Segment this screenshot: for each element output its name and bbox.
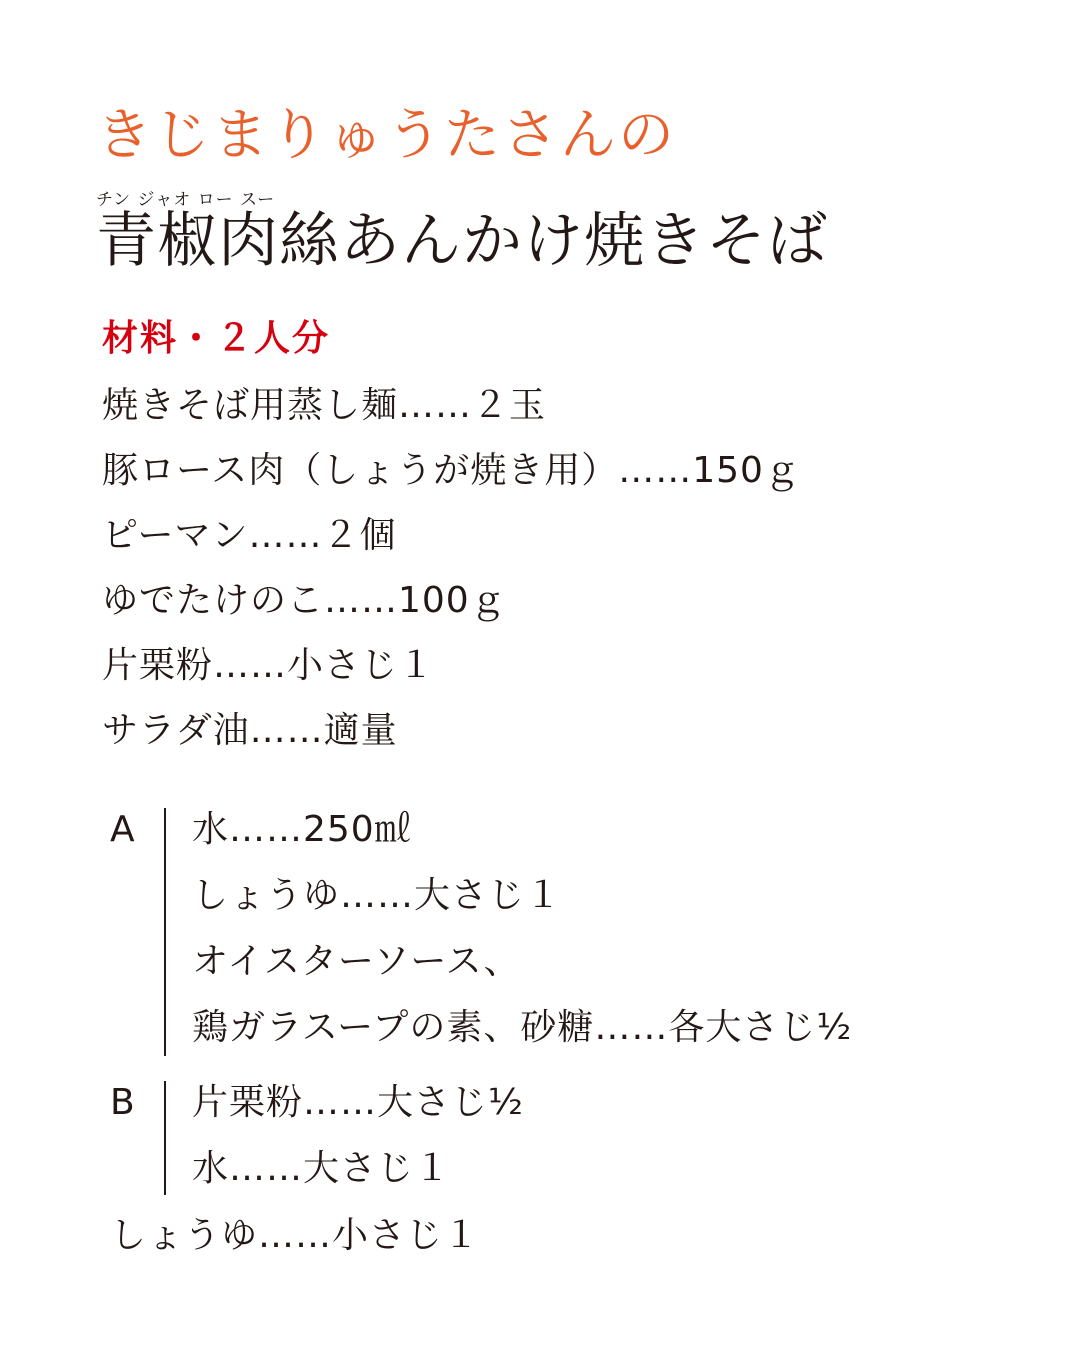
ingredient-item: 豚ロース肉（しょうが焼き用）……150ｇ: [102, 450, 801, 491]
ingredient-item: ピーマン……２個: [102, 515, 397, 556]
group-a-item: オイスターソース、: [192, 941, 521, 982]
group-a-letter: A: [110, 809, 135, 850]
group-a-item: 水……250㎖: [192, 809, 412, 850]
recipe-title: 青椒肉絲あんかけ焼きそば: [96, 206, 828, 276]
ingredient-item: サラダ油……適量: [102, 710, 398, 751]
ingredient-list: [102, 376, 801, 766]
group-b-item: 水……大さじ１: [192, 1148, 452, 1189]
group-b-letter: B: [110, 1082, 135, 1123]
group-b-items: [192, 1073, 524, 1205]
group-a-divider: [164, 808, 166, 1056]
group-b-divider: [164, 1081, 166, 1195]
final-ingredient: しょうゆ……小さじ１: [110, 1215, 481, 1256]
materials-heading: 材料・２人分: [102, 318, 331, 359]
author-line: きじまりゅうたさんの: [96, 103, 676, 168]
group-a-item: しょうゆ……大さじ１: [192, 875, 563, 916]
group-a-item: 鶏ガラスープの素、砂糖……各大さじ½: [192, 1007, 853, 1048]
title-ruby: チン ジャオ ロー スー: [96, 190, 276, 210]
ingredient-item: 焼きそば用蒸し麺……２玉: [102, 385, 547, 426]
ingredient-item: ゆでたけのこ……100ｇ: [102, 580, 507, 621]
ingredient-item: 片栗粉……小さじ１: [102, 645, 436, 686]
group-a-items: [192, 800, 852, 1064]
group-b-item: 片栗粉……大さじ½: [192, 1082, 524, 1123]
